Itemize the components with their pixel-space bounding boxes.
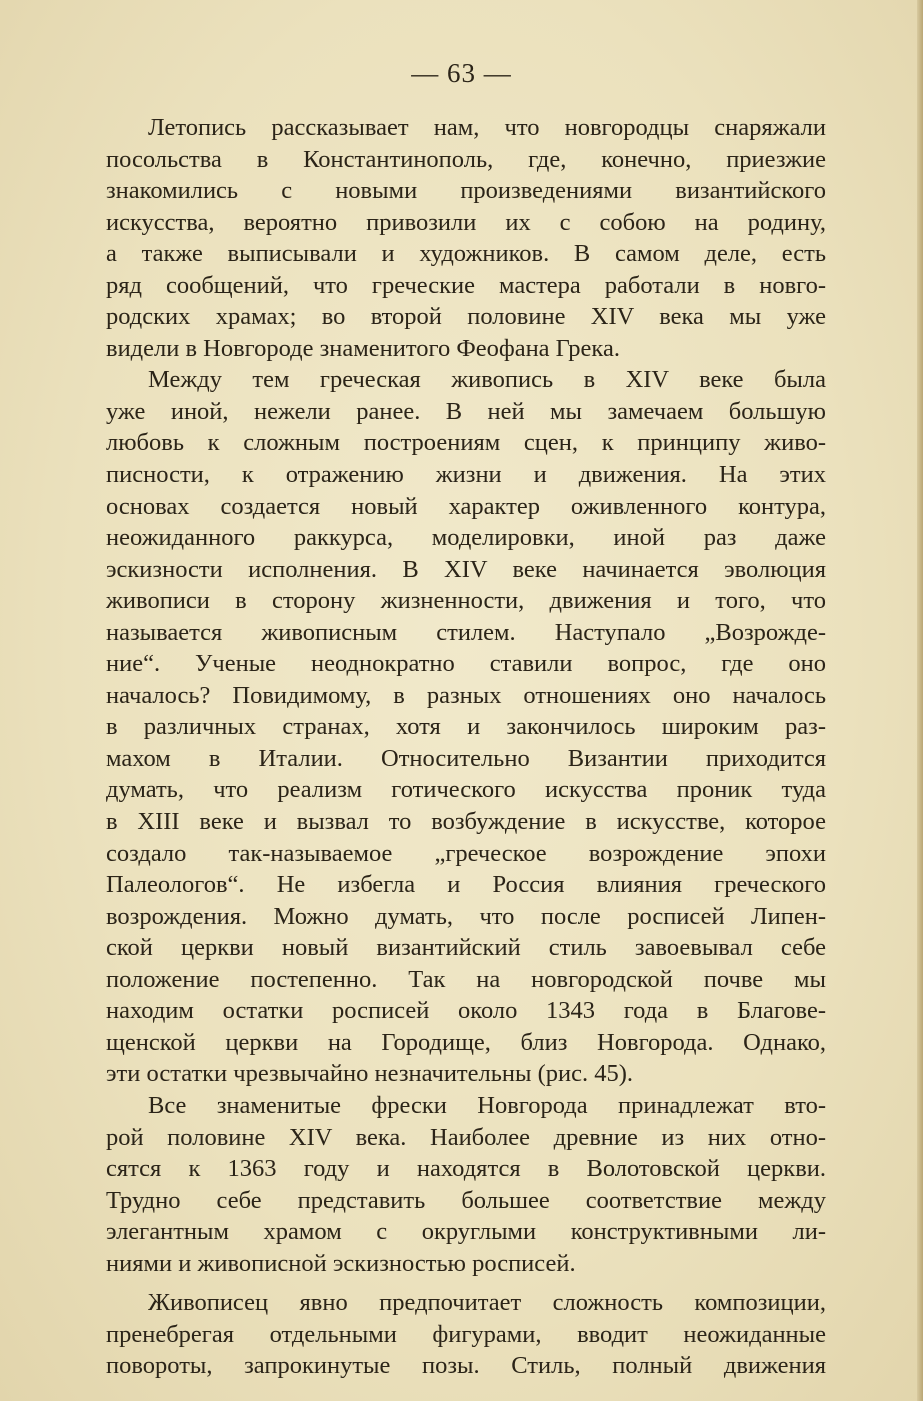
page-edge (917, 0, 923, 1401)
text-line: живописи в сторону жизненности, движения и того, что (106, 587, 826, 615)
text-line: родских храмах; во второй половине XIV века мы уже (106, 303, 826, 331)
text-line: повороты, запрокинутые позы. Стиль, полный движения (106, 1352, 826, 1380)
text-line: уже иной, нежели ранее. В ней мы замечаем большую (106, 397, 826, 425)
text-line: Все знаменитые фрески Новгорода принадлежат вто- (148, 1091, 826, 1119)
text-line: щенской церкви на Городище, близ Новгорода. Однако, (106, 1028, 826, 1056)
text-line: видели в Новгороде знаменитого Феофана Грека. (106, 334, 620, 362)
paragraph (106, 1090, 826, 1279)
text-line: сятся к 1363 году и находятся в Волотовской церкви. (106, 1155, 826, 1183)
text-line: называется живописным стилем. Наступало „Возрожде- (106, 618, 826, 646)
text-line: ниями и живописной эскизностью росписей. (106, 1249, 576, 1277)
text-line: думать, что реализм готического искусства проник туда (106, 776, 826, 804)
paragraph (106, 112, 826, 364)
text-line: любовь к сложным построениям сцен, к принципу живо- (106, 429, 826, 457)
text-line: эскизности исполнения. В XIV веке начинается эволюция (106, 555, 826, 583)
text-line: создало так-называемое „греческое возрождение эпохи (106, 839, 826, 867)
text-line: искусства, вероятно привозили их с собою на родину, (106, 208, 826, 236)
text-line: элегантным храмом с округлыми конструктивными ли- (106, 1218, 826, 1246)
text-line: возрождения. Можно думать, что после росписей Липен- (106, 902, 826, 930)
text-line: находим остатки росписей около 1343 года в Благове- (106, 997, 826, 1025)
text-line: положение постепенно. Так на новгородской почве мы (106, 965, 826, 993)
text-line: неожиданного раккурса, моделировки, иной раз даже (106, 524, 826, 552)
text-line: Летопись рассказывает нам, что новгородцы снаряжали (148, 114, 826, 141)
text-line: а также выписывали и художников. В самом деле, есть (106, 240, 826, 268)
paragraph (106, 1287, 826, 1382)
text-line: посольства в Константинополь, где, конечно, приезжие (106, 145, 826, 173)
paragraph-gap (106, 1279, 826, 1287)
text-line: рой половине XIV века. Наиболее древние из них отно- (106, 1123, 826, 1151)
text-line: ряд сообщений, что греческие мастера работали в новго- (106, 271, 826, 299)
text-line: ние“. Ученые неоднократно ставили вопрос, где оно (106, 650, 826, 678)
text-line: в XIII веке и вызвал то возбуждение в искусстве, которое (106, 808, 826, 836)
text-line: ской церкви новый византийский стиль завоевывал себе (106, 934, 826, 962)
text-line: Трудно себе представить большее соответствие между (106, 1186, 826, 1214)
text-line: Между тем греческая живопись в XIV веке была (148, 366, 826, 394)
paragraph (106, 364, 826, 1090)
text-line: в различных странах, хотя и закончилось широким раз- (106, 713, 826, 741)
text-line: началось? Повидимому, в разных отношениях оно началось (106, 681, 826, 709)
text-line: эти остатки чрезвычайно незначительны (рис. 45). (106, 1060, 634, 1088)
text-line: Палеологов“. Не избегла и Россия влияния греческого (106, 871, 826, 899)
text-line: основах создается новый характер оживленного контура, (106, 492, 826, 520)
text-line: писности, к отражению жизни и движения. На этих (106, 461, 826, 489)
text-line: знакомились с новыми произведениями византийского (106, 177, 826, 205)
page-number: — 63 — (411, 58, 512, 88)
text-line: махом в Италии. Относительно Византии приходится (106, 744, 826, 772)
text-line: Живописец явно предпочитает сложность композиции, (148, 1289, 826, 1317)
body-text (106, 112, 826, 1382)
text-line: пренебрегая отдельными фигурами, вводит неожиданные (106, 1320, 826, 1348)
